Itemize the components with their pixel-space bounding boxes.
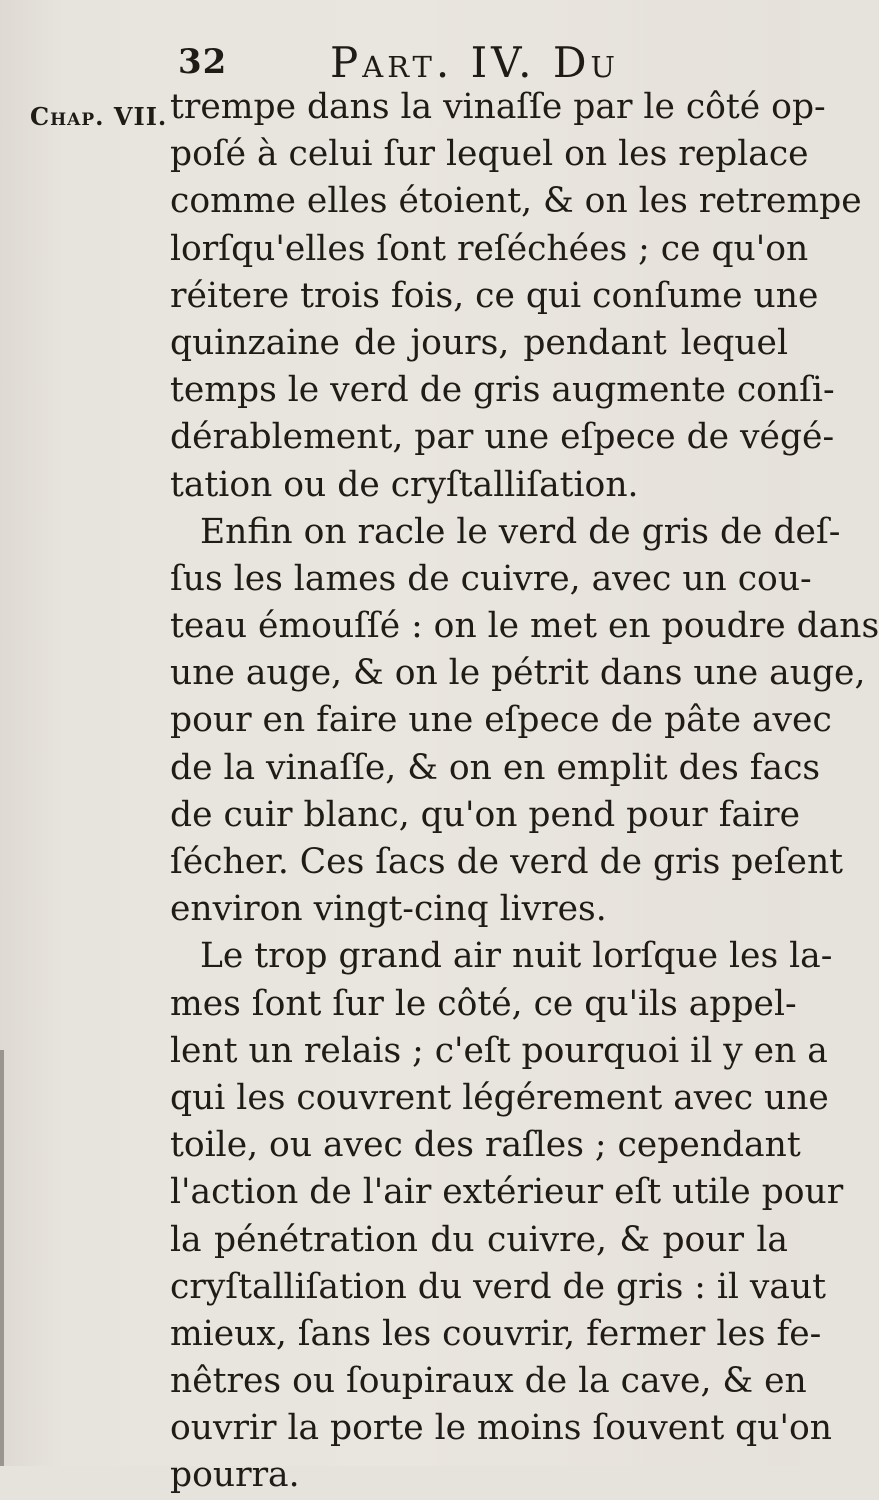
text-line: nêtres ou ſoupiraux de la cave, & en bbox=[170, 1361, 807, 1402]
text-line: ouvrir la porte le moins ſouvent qu'on bbox=[170, 1408, 832, 1449]
text-line: mes ſont ſur le côté, ce qu'ils appel- bbox=[170, 983, 797, 1024]
text-line: tation ou de cryſtalliſation. bbox=[170, 464, 639, 505]
text-line: l'action de l'air extérieur eſt utile pour bbox=[170, 1172, 844, 1213]
text-line: Enfin on racle le verd de gris de deſ- bbox=[200, 511, 841, 552]
text-line: réitere trois fois, ce qui conſume une bbox=[170, 275, 819, 316]
text-line: comme elles étoient, & on les retrempe bbox=[170, 181, 862, 222]
page-edge bbox=[0, 1050, 4, 1466]
body-text bbox=[170, 84, 879, 1500]
text-line: trempe dans la vinaſſe par le côté op- bbox=[170, 87, 826, 127]
text-line: la pénétration du cuivre, & pour la bbox=[170, 1219, 788, 1260]
text-line: lent un relais ; c'eſt pourquoi il y en a bbox=[170, 1030, 828, 1071]
text-line: qui les couvrent légérement avec une bbox=[170, 1077, 829, 1118]
text-line: pour en faire une eſpece de pâte avec bbox=[170, 700, 832, 741]
text-line: pourra. bbox=[170, 1455, 300, 1496]
text-line: mieux, ſans les couvrir, fermer les fe- bbox=[170, 1313, 822, 1354]
running-head: Part. IV. Du bbox=[330, 38, 619, 87]
text-line: Le trop grand air nuit lorſque les la- bbox=[200, 936, 833, 977]
text-line: quinzaine de jours, pendant lequel bbox=[170, 322, 788, 363]
chapter-marginal-note: Chap. VII. bbox=[30, 102, 168, 131]
text-line: dérablement, par une eſpece de végé- bbox=[170, 417, 835, 458]
text-line: toile, ou avec des raſles ; cependant bbox=[170, 1125, 801, 1166]
text-line: ſécher. Ces ſacs de verd de gris peſent bbox=[170, 842, 844, 882]
text-line: temps le verd de gris augmente conſi- bbox=[170, 370, 835, 411]
text-line: teau émouſſé : on le met en poudre dans bbox=[170, 606, 879, 647]
text-line: environ vingt-cinq livres. bbox=[170, 889, 607, 930]
text-line: de la vinaſſe, & on en emplit des facs bbox=[170, 747, 821, 788]
text-line: de cuir blanc, qu'on pend pour faire bbox=[170, 794, 800, 835]
text-line: lorſqu'elles ſont reſéchées ; ce qu'on bbox=[170, 228, 809, 269]
text-line: poſé à celui ſur lequel on les replace bbox=[170, 134, 809, 175]
text-line: cryſtalliſation du verd de gris : il vaut bbox=[170, 1266, 827, 1307]
page-number: 32 bbox=[178, 42, 228, 82]
text-line: une auge, & on le pétrit dans une auge, bbox=[170, 653, 866, 694]
text-line: ſus les lames de cuivre, avec un cou- bbox=[170, 558, 812, 599]
